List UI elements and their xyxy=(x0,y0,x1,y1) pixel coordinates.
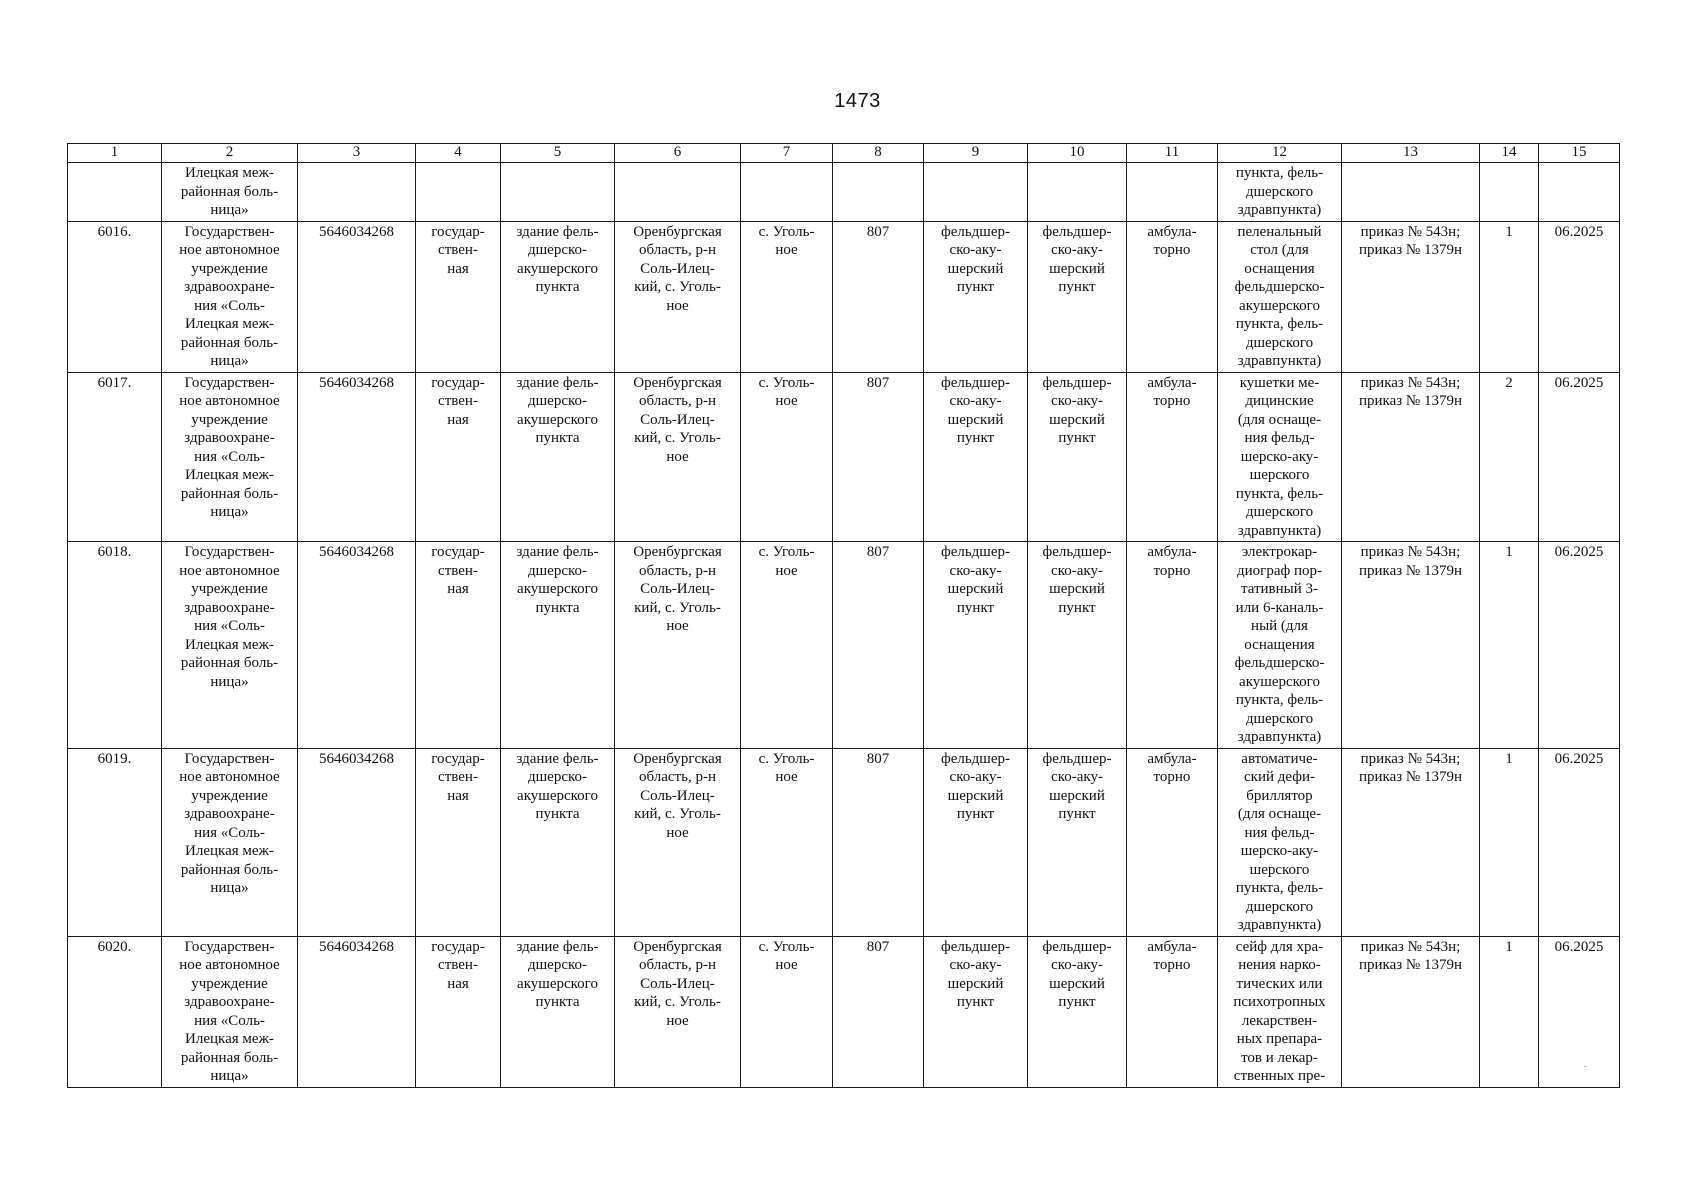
owner-name-cell: Государствен- ное автономное учреждение здравоохране- ния «Соль- Илецкая меж- районная боль- ница» xyxy=(162,748,298,936)
address-cell: Оренбургская область, р-н Соль-Илец- кий, с. Уголь- ное xyxy=(615,748,741,936)
column-header: 9 xyxy=(924,144,1028,163)
ownership-cell: государ- ствен- ная xyxy=(416,221,501,372)
address-cell: Оренбургская область, р-н Соль-Илец- кий, с. Уголь- ное xyxy=(615,221,741,372)
facility-type-cell: фельдшер- ско-аку- шерский пункт xyxy=(924,542,1028,749)
unit-type-cell xyxy=(1028,163,1127,222)
facility-type-cell: фельдшер- ско-аку- шерский пункт xyxy=(924,936,1028,1087)
table-row xyxy=(68,748,1620,936)
column-header: 8 xyxy=(833,144,924,163)
equipment-cell: пункта, фель- дшерского здравпункта) xyxy=(1218,163,1342,222)
unit-type-cell: фельдшер- ско-аку- шерский пункт xyxy=(1028,542,1127,749)
equipment-cell: автоматиче- ский дефи- бриллятор (для оснаще- ния фельд- шерско-аку- шерского пункта, фель- дшерского здравпункта) xyxy=(1218,748,1342,936)
inn-cell: 5646034268 xyxy=(298,542,416,749)
row-number-cell: 6018. xyxy=(68,542,162,749)
inn-cell xyxy=(298,163,416,222)
order-reference-cell: приказ № 543н; приказ № 1379н xyxy=(1342,542,1480,749)
order-reference-cell xyxy=(1342,163,1480,222)
building-cell: здание фель- дшерско- акушерского пункта xyxy=(501,372,615,542)
building-cell: здание фель- дшерско- акушерского пункта xyxy=(501,748,615,936)
quantity-cell: 2 xyxy=(1480,372,1539,542)
order-reference-cell: приказ № 543н; приказ № 1379н xyxy=(1342,372,1480,542)
column-header: 4 xyxy=(416,144,501,163)
row-number-cell xyxy=(68,163,162,222)
building-cell: здание фель- дшерско- акушерского пункта xyxy=(501,221,615,372)
date-cell: 06.2025 xyxy=(1539,542,1620,749)
row-number-cell: 6016. xyxy=(68,221,162,372)
care-mode-cell: амбула- торно xyxy=(1127,936,1218,1087)
population-cell: 807 xyxy=(833,936,924,1087)
settlement-cell: с. Уголь- ное xyxy=(741,372,833,542)
column-header: 6 xyxy=(615,144,741,163)
unit-type-cell: фельдшер- ско-аку- шерский пункт xyxy=(1028,936,1127,1087)
scan-artifact-dot xyxy=(1584,1066,1587,1067)
ownership-cell: государ- ствен- ная xyxy=(416,542,501,749)
date-cell: 06.2025 xyxy=(1539,372,1620,542)
ownership-cell: государ- ствен- ная xyxy=(416,936,501,1087)
population-cell: 807 xyxy=(833,372,924,542)
row-number-cell: 6020. xyxy=(68,936,162,1087)
care-mode-cell: амбула- торно xyxy=(1127,748,1218,936)
facility-type-cell: фельдшер- ско-аку- шерский пункт xyxy=(924,221,1028,372)
owner-name-cell: Илецкая меж- районная боль- ница» xyxy=(162,163,298,222)
column-header: 15 xyxy=(1539,144,1620,163)
care-mode-cell xyxy=(1127,163,1218,222)
population-cell: 807 xyxy=(833,748,924,936)
column-header: 12 xyxy=(1218,144,1342,163)
address-cell: Оренбургская область, р-н Соль-Илец- кий, с. Уголь- ное xyxy=(615,372,741,542)
building-cell: здание фель- дшерско- акушерского пункта xyxy=(501,542,615,749)
facility-type-cell: фельдшер- ско-аку- шерский пункт xyxy=(924,748,1028,936)
date-cell: 06.2025 xyxy=(1539,936,1620,1087)
owner-name-cell: Государствен- ное автономное учреждение здравоохране- ния «Соль- Илецкая меж- районная боль- ница» xyxy=(162,936,298,1087)
equipment-cell: сейф для хра- нения нарко- тических или психотропных лекарствен- ных препара- тов и лекар- ственных пре- xyxy=(1218,936,1342,1087)
address-cell: Оренбургская область, р-н Соль-Илец- кий, с. Уголь- ное xyxy=(615,936,741,1087)
inn-cell: 5646034268 xyxy=(298,748,416,936)
care-mode-cell: амбула- торно xyxy=(1127,542,1218,749)
table-row xyxy=(68,163,1620,222)
quantity-cell: 1 xyxy=(1480,936,1539,1087)
facility-type-cell xyxy=(924,163,1028,222)
equipment-cell: пеленальный стол (для оснащения фельдшерско- акушерского пункта, фель- дшерского здравпункта) xyxy=(1218,221,1342,372)
care-mode-cell: амбула- торно xyxy=(1127,221,1218,372)
settlement-cell: с. Уголь- ное xyxy=(741,936,833,1087)
owner-name-cell: Государствен- ное автономное учреждение здравоохране- ния «Соль- Илецкая меж- районная боль- ница» xyxy=(162,372,298,542)
inn-cell: 5646034268 xyxy=(298,936,416,1087)
ownership-cell: государ- ствен- ная xyxy=(416,372,501,542)
settlement-cell: с. Уголь- ное xyxy=(741,542,833,749)
address-cell: Оренбургская область, р-н Соль-Илец- кий, с. Уголь- ное xyxy=(615,542,741,749)
equipment-cell: кушетки ме- дицинские (для оснаще- ния фельд- шерско-аку- шерского пункта, фель- дшерского здравпункта) xyxy=(1218,372,1342,542)
row-number-cell: 6017. xyxy=(68,372,162,542)
column-header: 13 xyxy=(1342,144,1480,163)
column-header: 11 xyxy=(1127,144,1218,163)
column-header: 1 xyxy=(68,144,162,163)
ownership-cell xyxy=(416,163,501,222)
table-row xyxy=(68,372,1620,542)
table-row xyxy=(68,221,1620,372)
column-header: 10 xyxy=(1028,144,1127,163)
unit-type-cell: фельдшер- ско-аку- шерский пункт xyxy=(1028,221,1127,372)
date-cell: 06.2025 xyxy=(1539,221,1620,372)
owner-name-cell: Государствен- ное автономное учреждение здравоохране- ния «Соль- Илецкая меж- районная боль- ница» xyxy=(162,221,298,372)
date-cell xyxy=(1539,163,1620,222)
column-header: 5 xyxy=(501,144,615,163)
order-reference-cell: приказ № 543н; приказ № 1379н xyxy=(1342,748,1480,936)
care-mode-cell: амбула- торно xyxy=(1127,372,1218,542)
settlement-cell xyxy=(741,163,833,222)
unit-type-cell: фельдшер- ско-аку- шерский пункт xyxy=(1028,372,1127,542)
inn-cell: 5646034268 xyxy=(298,372,416,542)
date-cell: 06.2025 xyxy=(1539,748,1620,936)
order-reference-cell: приказ № 543н; приказ № 1379н xyxy=(1342,221,1480,372)
quantity-cell: 1 xyxy=(1480,748,1539,936)
ownership-cell: государ- ствен- ная xyxy=(416,748,501,936)
building-cell xyxy=(501,163,615,222)
column-header: 2 xyxy=(162,144,298,163)
column-header: 14 xyxy=(1480,144,1539,163)
settlement-cell: с. Уголь- ное xyxy=(741,748,833,936)
population-cell xyxy=(833,163,924,222)
population-cell: 807 xyxy=(833,221,924,372)
quantity-cell xyxy=(1480,163,1539,222)
quantity-cell: 1 xyxy=(1480,221,1539,372)
row-number-cell: 6019. xyxy=(68,748,162,936)
equipment-cell: электрокар- диограф пор- тативный 3- или 6-каналь- ный (для оснащения фельдшерско- акушерского пункта, фель- дшерского здравпункта) xyxy=(1218,542,1342,749)
facility-type-cell: фельдшер- ско-аку- шерский пункт xyxy=(924,372,1028,542)
column-number-header-row xyxy=(68,144,1620,163)
inn-cell: 5646034268 xyxy=(298,221,416,372)
population-cell: 807 xyxy=(833,542,924,749)
building-cell: здание фель- дшерско- акушерского пункта xyxy=(501,936,615,1087)
register-table xyxy=(67,143,1620,1088)
column-header: 3 xyxy=(298,144,416,163)
column-header: 7 xyxy=(741,144,833,163)
address-cell xyxy=(615,163,741,222)
settlement-cell: с. Уголь- ное xyxy=(741,221,833,372)
order-reference-cell: приказ № 543н; приказ № 1379н xyxy=(1342,936,1480,1087)
quantity-cell: 1 xyxy=(1480,542,1539,749)
table-row xyxy=(68,936,1620,1087)
unit-type-cell: фельдшер- ско-аку- шерский пункт xyxy=(1028,748,1127,936)
page-number: 1473 xyxy=(834,90,881,112)
table-row xyxy=(68,542,1620,749)
owner-name-cell: Государствен- ное автономное учреждение здравоохране- ния «Соль- Илецкая меж- районная боль- ница» xyxy=(162,542,298,749)
